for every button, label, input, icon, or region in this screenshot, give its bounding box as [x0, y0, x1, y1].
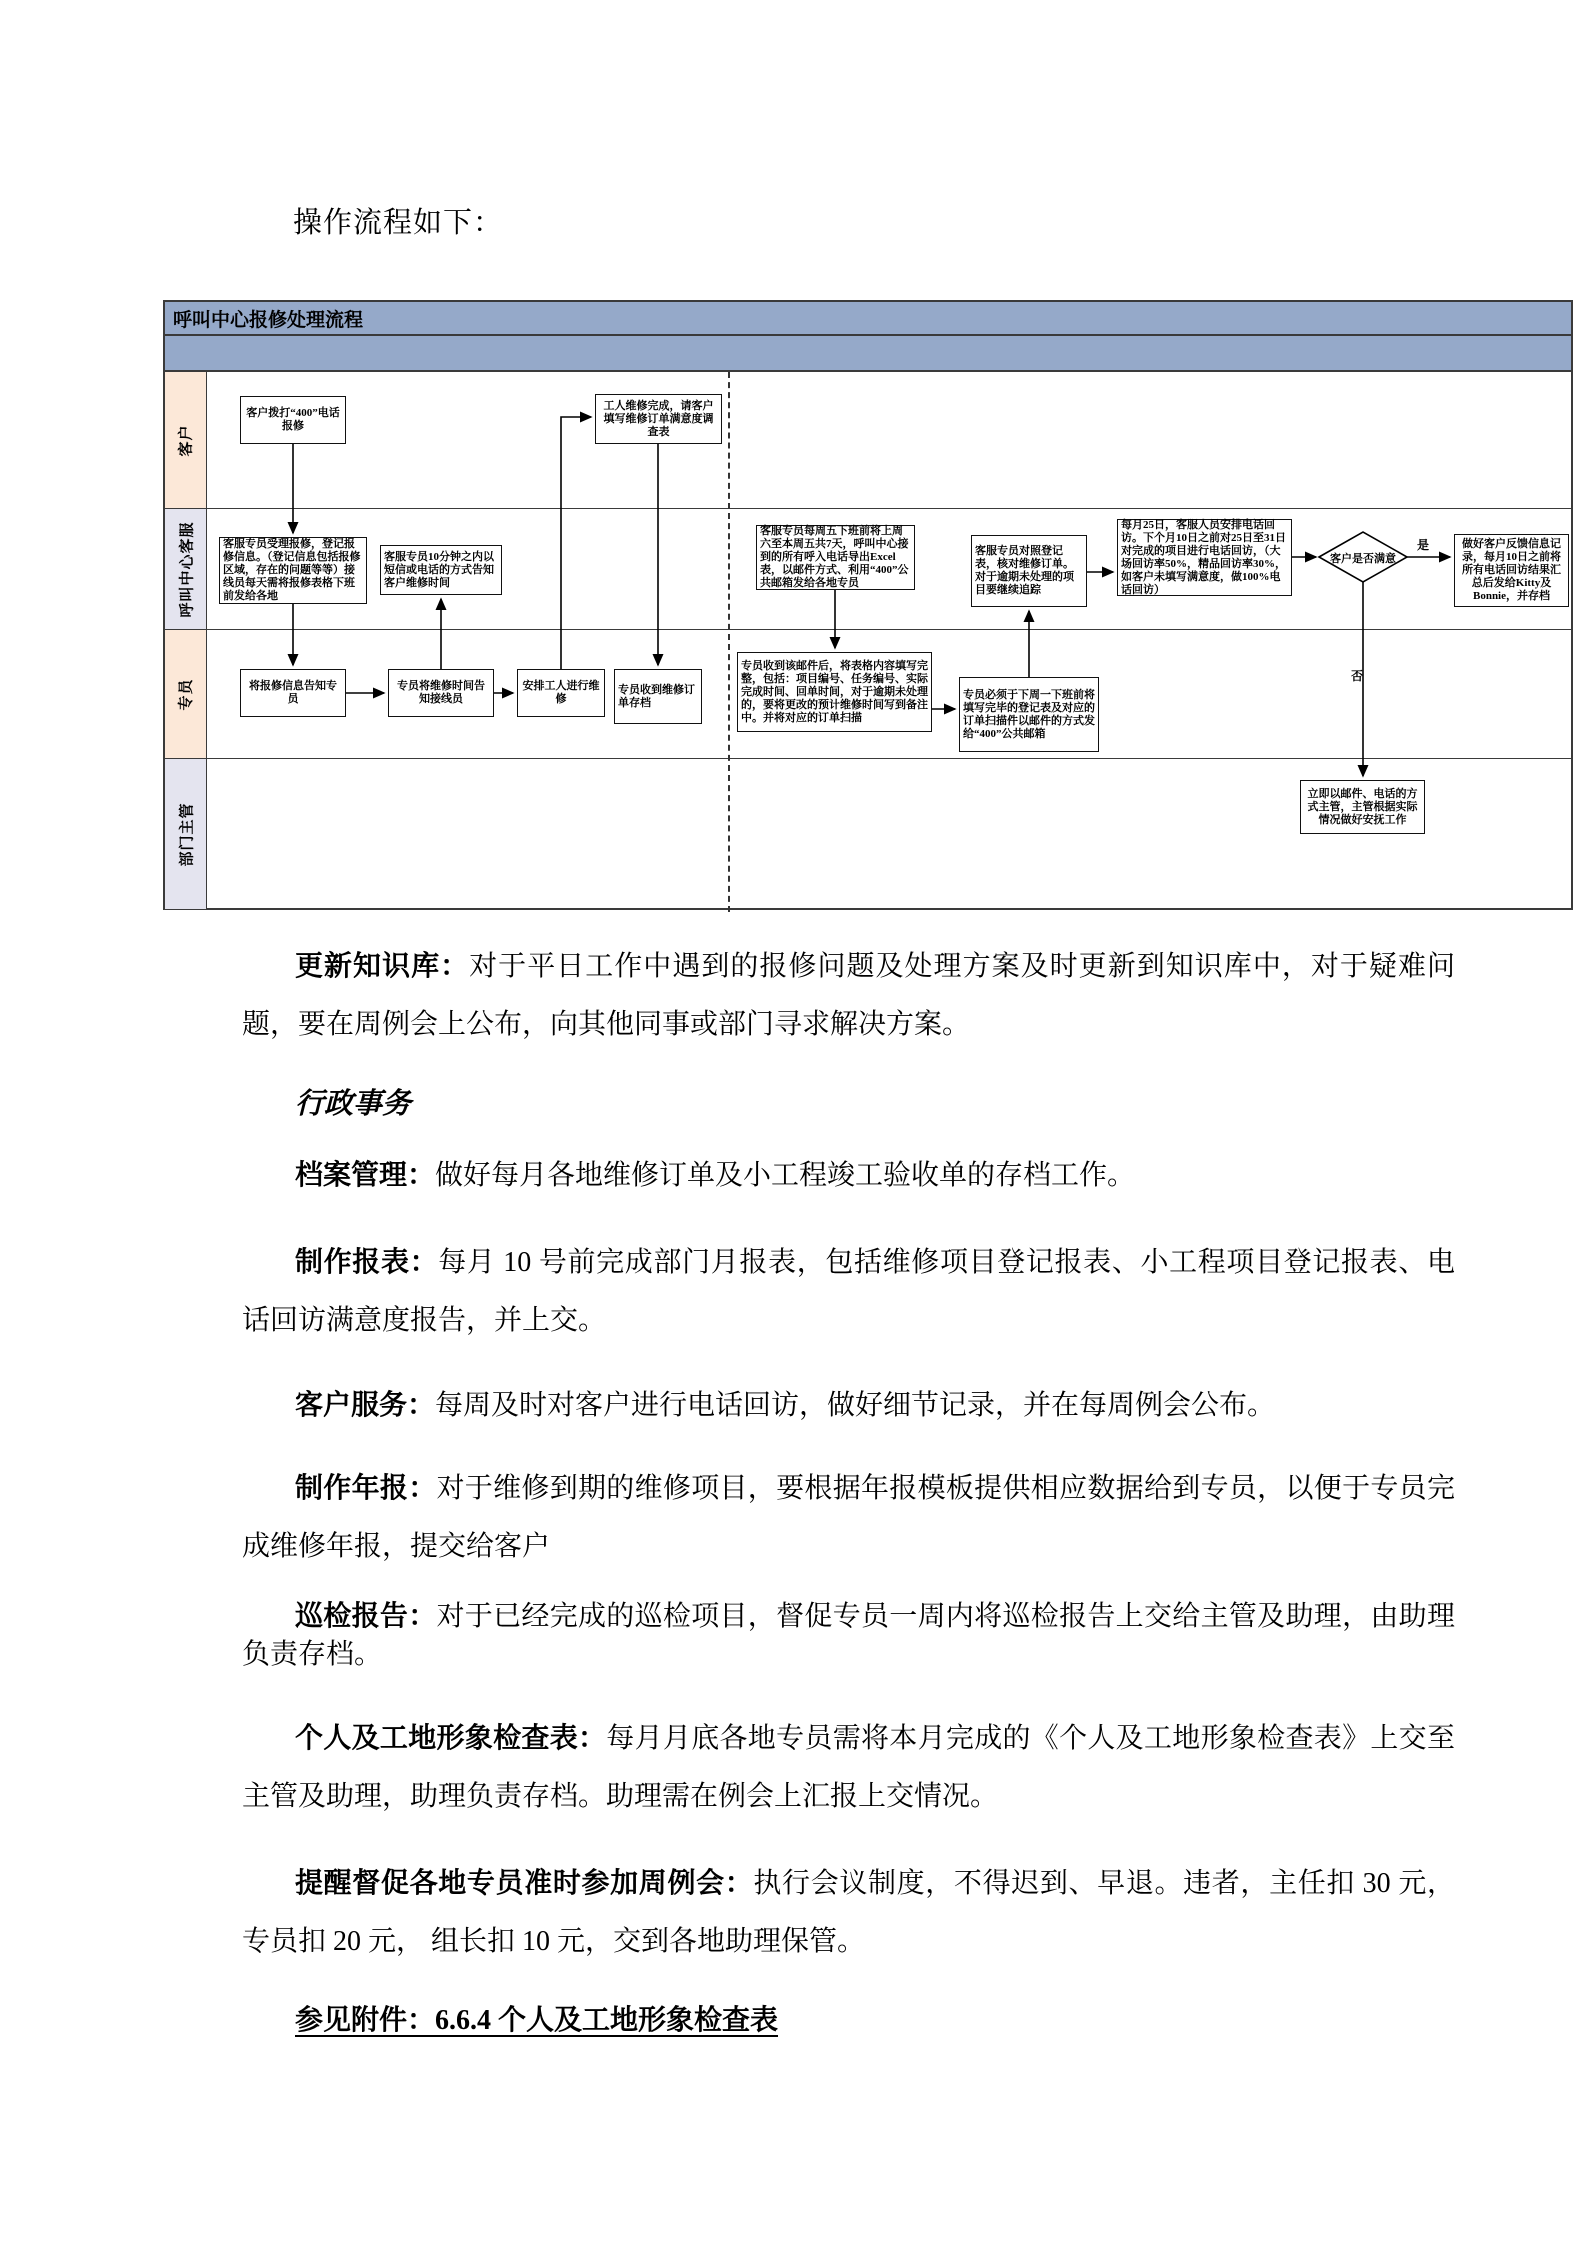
flowchart-title: 呼叫中心报修处理流程	[173, 309, 364, 331]
node-feedback-record: 做好客户反馈信息记录，每月10日之前将所有电话回访结果汇总后发给Kitty及Bonnie，并存档	[1454, 534, 1569, 607]
node-specialist-archive-order: 专员收到维修订单存档	[614, 669, 702, 724]
paragraph-update-kb: 更新知识库：对于平日工作中遇到的报修问题及处理方案及时更新到知识库中，对于疑难问题，要在周例会上公布，向其他同事或部门寻求解决方案。	[242, 951, 1455, 1040]
intro-title: 操作流程如下：	[293, 207, 504, 239]
paragraph-annual-report: 制作年报：对于维修到期的维修项目，要根据年报模板提供相应数据给到专员，以便于专员完成维修年报，提交给客户	[242, 1473, 1455, 1562]
flowchart	[163, 300, 1573, 910]
node-cs-notify-10min: 客服专员10分钟之内以短信或电话的方式告知客户维修时间	[380, 545, 502, 595]
paragraph-see-attachment: 参见附件：6.6.4 个人及工地形象检查表	[295, 2005, 779, 2036]
node-supervisor-pacify: 立即以邮件、电话的方式主管，主管根据实际情况做好安抚工作	[1300, 780, 1425, 834]
lane-label-supervisor: 部门主管	[165, 759, 207, 909]
heading-admin-affairs: 行政事务	[295, 1088, 412, 1120]
node-cs-friday-excel: 客服专员每周五下班前将上周六至本周五共7天，呼叫中心接到的所有呼入电话导出Excel表，以邮件方式、利用“400”公共邮箱发给各地专员	[756, 525, 915, 590]
node-specialist-tell-time: 专员将维修时间告知接线员	[388, 669, 494, 717]
node-worker-done-survey: 工人维修完成，请客户填写维修订单满意度调查表	[595, 394, 722, 444]
node-arrange-worker: 安排工人进行维修	[517, 669, 605, 717]
lane-label-specialist: 专员	[165, 630, 207, 758]
lane-label-callcenter: 呼叫中心客服	[165, 509, 207, 629]
node-cs-accept-repair: 客服专员受理报修，登记报修信息。（登记信息包括报修区域，存在的问题等等）接线员每天需将报修表格下班前发给各地	[219, 537, 367, 604]
decision-label-no: 否	[1351, 669, 1364, 683]
decision-customer-satisfied: 客户是否满意	[1330, 553, 1396, 565]
lane-label-customer: 客户	[165, 372, 207, 508]
node-customer-call-400: 客户拨打“400”电话报修	[240, 396, 346, 444]
paragraph-customer-service: 客户服务：每周及时对客户进行电话回访，做好细节记录，并在每周例会公布。	[295, 1390, 1276, 1421]
node-cs-monthly-callback: 每月25日，客服人员安排电话回访。下个月10日之前对25日至31日对完成的项目进行电话回访，（大场回访率50%，精品回访率30%，如客户未填写满意度，做100%电话回访）	[1117, 519, 1292, 596]
node-specialist-send-monday: 专员必须于下周一下班前将填写完毕的登记表及对应的订单扫描件以邮件的方式发给“400”公共邮箱	[959, 677, 1099, 752]
decision-label-yes: 是	[1417, 538, 1430, 552]
node-inform-specialist: 将报修信息告知专员	[240, 669, 346, 717]
node-specialist-fill-table: 专员收到该邮件后，将表格内容填写完整，包括：项目编号、任务编号、实际完成时间、回单时间，对于逾期未处理的，要将更改的预计维修时间写到备注中。并将对应的订单扫描	[737, 652, 932, 732]
paragraph-inspection-report: 巡检报告：对于已经完成的巡检项目，督促专员一周内将巡检报告上交给主管及助理，由助理负责存档。	[242, 1601, 1455, 1670]
paragraph-image-checklist: 个人及工地形象检查表：每月月底各地专员需将本月完成的《个人及工地形象检查表》上交至主管及助理，助理负责存档。助理需在例会上汇报上交情况。	[242, 1723, 1455, 1812]
paragraph-weekly-meeting: 提醒督促各地专员准时参加周例会：执行会议制度，不得迟到、早退。违者，主任扣 30 元，专员扣 20 元， 组长扣 10 元，交到各地助理保管。	[242, 1868, 1455, 1957]
paragraph-make-reports: 制作报表：每月 10 号前完成部门月报表，包括维修项目登记报表、小工程项目登记报表、电话回访满意度报告，并上交。	[242, 1247, 1455, 1336]
node-cs-check-register: 客服专员对照登记表，核对维修订单。对于逾期未处理的项目要继续追踪	[971, 535, 1087, 607]
paragraph-archive-mgmt: 档案管理：做好每月各地维修订单及小工程竣工验收单的存档工作。	[295, 1160, 1136, 1191]
